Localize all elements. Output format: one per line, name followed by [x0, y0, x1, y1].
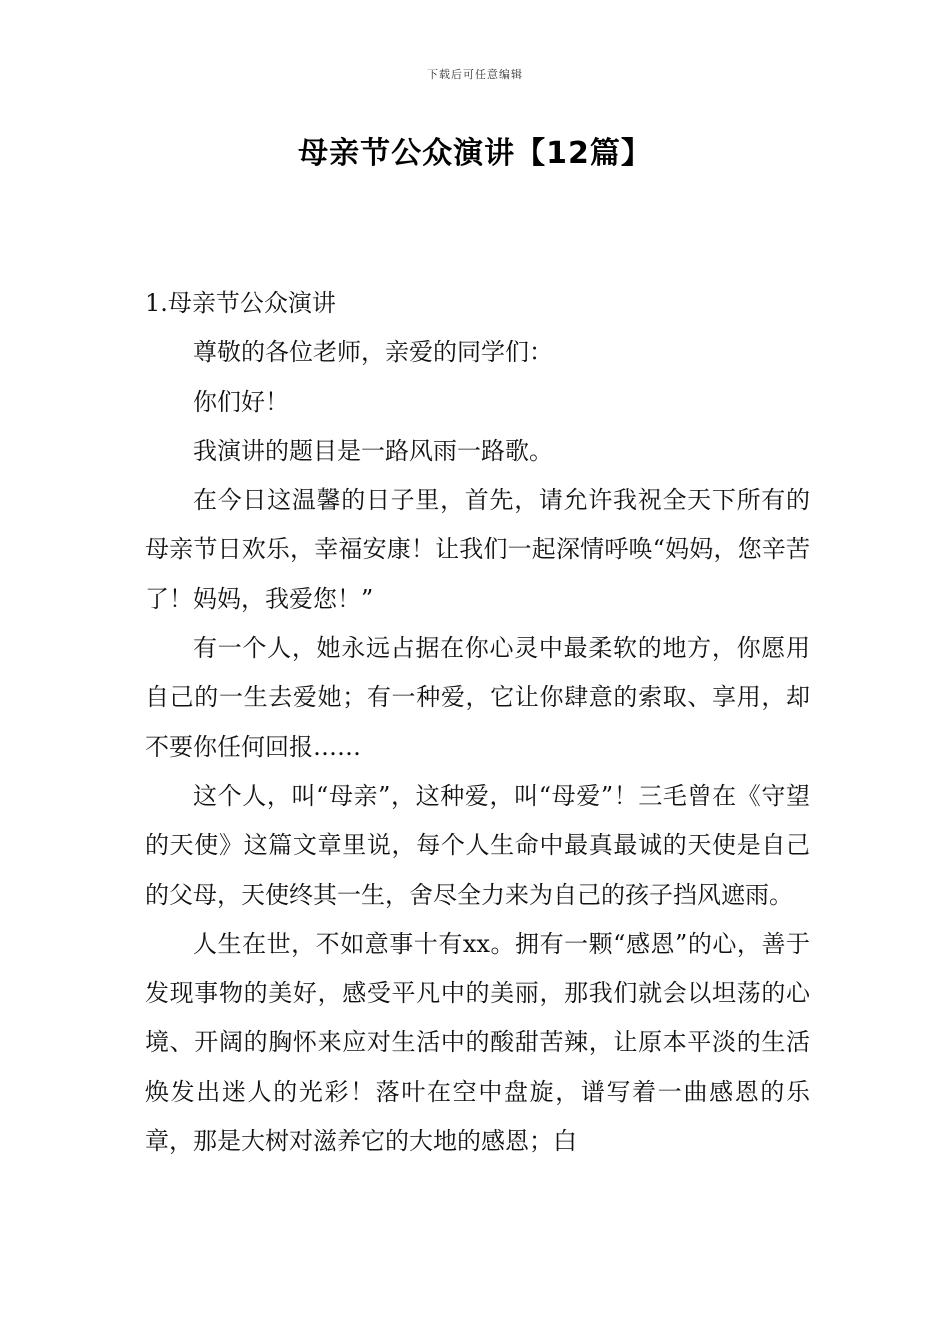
- paragraph-blessing: 在今日这温馨的日子里，首先，请允许我祝全天下所有的母亲节日欢乐，幸福安康！让我们一起深情呼唤“妈妈，您辛苦了！妈妈，我爱您！”: [145, 486, 810, 613]
- paragraph-gratitude: 人生在世，不如意事十有xx。拥有一颗“感恩”的心，善于发现事物的美好，感受平凡中的美丽，那我们就会以坦荡的心境、开阔的胸怀来应对生活中的酸甜苦辣，让原本平淡的生活焕发出迷人的光彩！落叶在空中盘旋，谱写着一曲感恩的乐章，那是大树对滋养它的大地的感恩；白: [145, 929, 810, 1156]
- paragraph-mother-love: 有一个人，她永远占据在你心灵中最柔软的地方，你愿用自己的一生去爱她；有一种爱，它让你肆意的索取、享用，却不要你任何回报……: [145, 634, 810, 761]
- paragraph-angel: 这个人，叫“母亲”，这种爱，叫“母爱”！三毛曾在《守望的天使》这篇文章里说，每个人生命中最真最诚的天使是自己的父母，天使终其一生，舍尽全力来为自己的孩子挡风遮雨。: [145, 781, 810, 909]
- section-heading: 1.母亲节公众演讲: [145, 289, 336, 317]
- paragraph-hello: 你们好！: [193, 387, 289, 416]
- document-body: [145, 279, 810, 1166]
- header-note: 下载后可任意编辑: [427, 68, 523, 81]
- paragraph-topic: 我演讲的题目是一路风雨一路歌。: [193, 436, 553, 465]
- paragraph-greeting: 尊敬的各位老师，亲爱的同学们：: [193, 338, 553, 367]
- document-title: 母亲节公众演讲【12篇】: [298, 136, 652, 171]
